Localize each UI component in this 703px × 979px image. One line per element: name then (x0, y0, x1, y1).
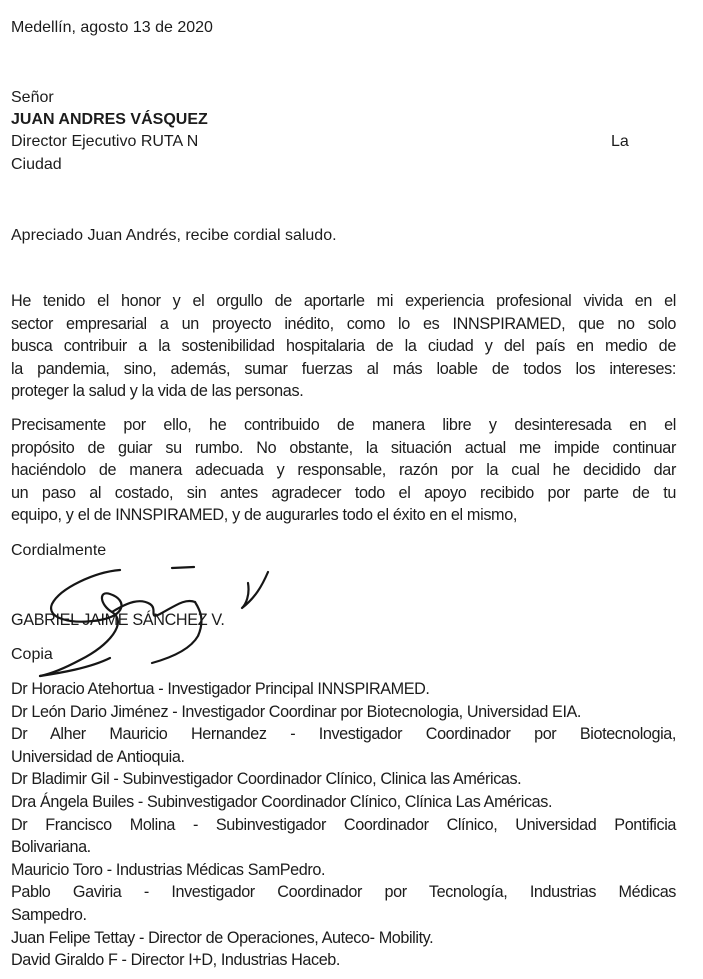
copy-recipient: Juan Felipe Tettay - Director de Operaciones, Auteco- Mobility. (11, 928, 434, 947)
signer-name: GABRIEL JAIME SÁNCHEZ V. (11, 611, 225, 629)
paragraph-line: la pandemia, sino, además, sumar fuerzas al más loable de todos los intereses: (11, 359, 676, 378)
paragraph-line: Precisamente por ello, he contribuido de manera libre y desinteresada en el (11, 416, 676, 434)
place-date: Medellín, agosto 13 de 2020 (11, 19, 213, 36)
recipient-salutation: Señor (11, 89, 54, 106)
paragraph-line: haciéndolo de manera adecuada y responsable, razón por la cual he decidido dar (11, 461, 676, 479)
copy-recipient: Dr Francisco Molina - Subinvestigador Coordinador Clínico, Universidad Pontificia (11, 815, 676, 834)
copy-recipient: David Giraldo F - Director I+D, Industrias Haceb. (11, 951, 341, 970)
recipient-name: JUAN ANDRES VÁSQUEZ (11, 111, 208, 128)
paragraph-line: un paso al costado, sin antes agradecer todo el apoyo recibido por parte de tu (11, 483, 676, 502)
copy-recipient: Dra Ángela Builes - Subinvestigador Coordinador Clínico, Clínica Las Américas. (11, 792, 553, 811)
copy-recipient: Dr León Dario Jiménez - Investigador Coordinar por Biotecnologia, Universidad EIA. (11, 702, 582, 721)
paragraph-line: sector empresarial a un proyecto inédito, como lo es INNSPIRAMED, que no solo (11, 314, 676, 333)
body-paragraph-2 (11, 414, 676, 527)
paragraph-line: proteger la salud y la vida de las personas. (11, 382, 304, 400)
paragraph-line: equipo, y el de INNSPIRAMED, y de augurarles todo el éxito en el mismo, (11, 506, 517, 524)
copy-label: Copia (11, 646, 53, 663)
paragraph-line: He tenido el honor y el orgullo de aportarle mi experiencia profesional vivida en el (11, 292, 676, 310)
copy-recipient: Mauricio Toro - Industrias Médicas SamPedro. (11, 860, 326, 879)
copy-recipient: Dr Horacio Atehortua - Investigador Principal INNSPIRAMED. (11, 680, 430, 698)
body-paragraph-1 (11, 290, 676, 403)
copies-list (11, 678, 676, 972)
greeting: Apreciado Juan Andrés, recibe cordial saludo. (11, 227, 337, 244)
paragraph-line: propósito de guiar su rumbo. No obstante, la situación actual me impide continuar (11, 438, 676, 457)
copy-recipient: Pablo Gaviria - Investigador Coordinador por Tecnología, Industrias Médicas (11, 883, 676, 902)
recipient-title: Director Ejecutivo RUTA N (11, 133, 199, 150)
closing: Cordialmente (11, 542, 107, 559)
recipient-city: Ciudad (11, 156, 62, 173)
copy-recipient: Dr Alher Mauricio Hernandez - Investigador Coordinador por Biotecnologia, (11, 725, 676, 744)
copy-recipient-continued: Bolivariana. (11, 838, 91, 857)
copy-recipient: Dr Bladimir Gil - Subinvestigador Coordinador Clínico, Clinica las Américas. (11, 770, 522, 789)
recipient-city-prefix: La (611, 133, 629, 150)
copy-recipient-continued: Sampedro. (11, 905, 87, 924)
copy-recipient-continued: Universidad de Antioquia. (11, 747, 185, 766)
paragraph-line: busca contribuir a la sostenibilidad hospitalaria de la ciudad y del país en medio de (11, 337, 676, 355)
